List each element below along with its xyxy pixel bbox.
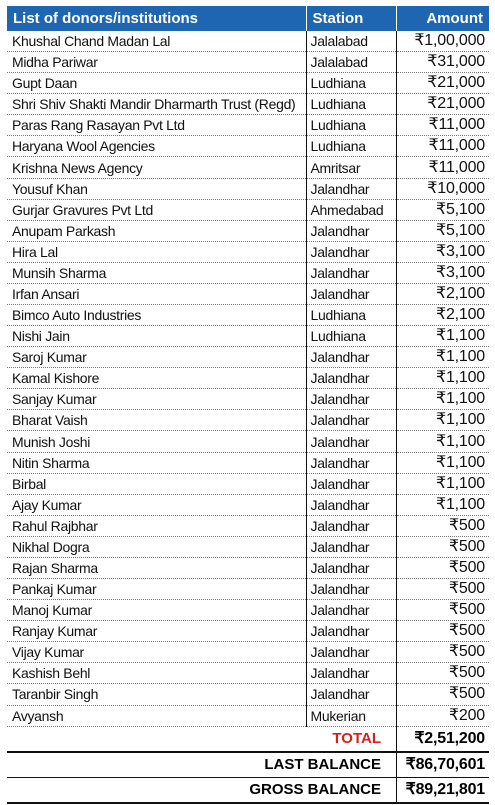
table-row [7,115,489,136]
donor-name: Munish Joshi [7,431,306,452]
table-row [7,452,489,473]
table-row [7,347,489,368]
donor-station: Ludhiana [306,94,396,115]
donor-amount: ₹21,000 [396,94,489,115]
donor-amount: ₹10,000 [396,178,489,199]
donor-amount: ₹1,100 [396,473,489,494]
donor-amount: ₹1,100 [396,410,489,431]
table-header-row [7,6,489,31]
last-balance-row [7,753,489,777]
donor-amount: ₹11,000 [396,136,489,157]
donor-amount: ₹1,100 [396,452,489,473]
donor-rows [7,31,489,726]
total-value: ₹2,51,200 [414,730,485,747]
donor-station: Jalandhar [306,579,396,600]
gross-balance-label: GROSS BALANCE [249,781,381,798]
donor-name: Midha Pariwar [7,52,306,73]
donor-station: Jalalabad [306,31,396,52]
donor-amount: ₹11,000 [396,157,489,178]
donor-amount: ₹500 [396,600,489,621]
table-row [7,494,489,515]
donor-name: Gurjar Gravures Pvt Ltd [7,199,306,220]
donor-amount: ₹1,00,000 [396,31,489,52]
donor-amount: ₹11,000 [396,115,489,136]
donor-station: Jalandhar [306,220,396,241]
donor-station: Jalandhar [306,368,396,389]
donor-amount: ₹500 [396,536,489,557]
donor-station: Jalandhar [306,431,396,452]
table-row [7,389,489,410]
total-row [7,727,489,751]
donor-amount: ₹500 [396,579,489,600]
donor-station: Ludhiana [306,73,396,94]
header-donors: List of donors/institutions [7,6,306,31]
donor-name: Haryana Wool Agencies [7,136,306,157]
donor-amount: ₹500 [396,684,489,705]
donor-station: Ludhiana [306,305,396,326]
donor-station: Jalandhar [306,283,396,304]
total-label: TOTAL [332,730,381,747]
donor-name: Manoj Kumar [7,600,306,621]
donor-station: Jalandhar [306,642,396,663]
donor-name: Kamal Kishore [7,368,306,389]
donor-amount: ₹5,100 [396,220,489,241]
donor-amount: ₹1,100 [396,368,489,389]
donor-name: Bimco Auto Industries [7,305,306,326]
donor-station: Jalandhar [306,684,396,705]
donor-name: Avyansh [7,705,306,726]
donor-station: Ludhiana [306,326,396,347]
donor-name: Ranjay Kumar [7,621,306,642]
donor-amount: ₹3,100 [396,262,489,283]
donor-station: Jalandhar [306,494,396,515]
table-row [7,199,489,220]
donor-amount: ₹200 [396,705,489,726]
donor-station: Jalandhar [306,536,396,557]
donor-station: Jalandhar [306,473,396,494]
table-row [7,579,489,600]
donor-amount: ₹500 [396,642,489,663]
donor-name: Taranbir Singh [7,684,306,705]
table-row [7,262,489,283]
donor-name: Nitin Sharma [7,452,306,473]
donor-name: Gupt Daan [7,73,306,94]
donor-name: Munsih Sharma [7,262,306,283]
table-row [7,600,489,621]
donor-name: Vijay Kumar [7,642,306,663]
donor-amount: ₹1,100 [396,347,489,368]
header-station: Station [306,6,396,31]
table-row [7,305,489,326]
table-row [7,52,489,73]
header-amount: Amount [396,6,489,31]
donor-amount: ₹5,100 [396,199,489,220]
donor-station: Jalandhar [306,347,396,368]
table-row [7,136,489,157]
donor-name: Shri Shiv Shakti Mandir Dharmarth Trust (Regd) [7,94,306,115]
donor-amount: ₹21,000 [396,73,489,94]
donor-amount: ₹500 [396,621,489,642]
donor-station: Jalandhar [306,600,396,621]
table-row [7,473,489,494]
donor-name: Sanjay Kumar [7,389,306,410]
table-row [7,73,489,94]
table-row [7,94,489,115]
donor-station: Jalalabad [306,52,396,73]
donor-station: Jalandhar [306,262,396,283]
donor-station: Jalandhar [306,557,396,578]
table-row [7,684,489,705]
donor-name: Kashish Behl [7,663,306,684]
table-row [7,536,489,557]
donor-station: Mukerian [306,705,396,726]
last-balance-label: LAST BALANCE [264,756,381,773]
table-row [7,557,489,578]
donor-station: Jalandhar [306,241,396,262]
donor-name: Anupam Parkash [7,220,306,241]
donor-name: Hira Lal [7,241,306,262]
donor-station: Jalandhar [306,515,396,536]
table-row [7,663,489,684]
donor-name: Rajan Sharma [7,557,306,578]
donor-name: Pankaj Kumar [7,579,306,600]
donors-table [7,6,489,727]
donor-amount: ₹1,100 [396,431,489,452]
donor-name: Nikhal Dogra [7,536,306,557]
donor-name: Bharat Vaish [7,410,306,431]
donor-name: Nishi Jain [7,326,306,347]
donor-station: Jalandhar [306,452,396,473]
donor-name: Yousuf Khan [7,178,306,199]
table-row [7,368,489,389]
donor-station: Jalandhar [306,663,396,684]
donor-name: Khushal Chand Madan Lal [7,31,306,52]
donor-station: Ahmedabad [306,199,396,220]
donor-amount: ₹500 [396,515,489,536]
donor-name: Rahul Rajbhar [7,515,306,536]
donor-station: Jalandhar [306,621,396,642]
table-row [7,220,489,241]
donor-amount: ₹2,100 [396,305,489,326]
donor-amount: ₹500 [396,663,489,684]
donor-amount: ₹31,000 [396,52,489,73]
donor-amount: ₹1,100 [396,494,489,515]
table-row [7,705,489,726]
donor-station: Jalandhar [306,410,396,431]
table-row [7,157,489,178]
table-row [7,31,489,52]
donor-name: Ajay Kumar [7,494,306,515]
last-balance-value: ₹86,70,601 [405,756,485,773]
donor-name: Paras Rang Rasayan Pvt Ltd [7,115,306,136]
donor-station: Amritsar [306,157,396,178]
donor-amount: ₹3,100 [396,241,489,262]
table-row [7,410,489,431]
table-row [7,621,489,642]
donor-name: Krishna News Agency [7,157,306,178]
table-row [7,283,489,304]
donor-name: Birbal [7,473,306,494]
gross-balance-value: ₹89,21,801 [405,781,485,798]
donor-amount: ₹500 [396,557,489,578]
donor-station: Jalandhar [306,389,396,410]
table-row [7,431,489,452]
table-row [7,515,489,536]
table-row [7,178,489,199]
table-row [7,241,489,262]
summary-block [7,727,489,804]
donor-amount: ₹1,100 [396,389,489,410]
donor-amount: ₹2,100 [396,283,489,304]
table-row [7,642,489,663]
donor-name: Irfan Ansari [7,283,306,304]
donor-station: Ludhiana [306,136,396,157]
gross-balance-row [7,778,489,802]
table-row [7,326,489,347]
donor-name: Saroj Kumar [7,347,306,368]
donor-station: Ludhiana [306,115,396,136]
donor-station: Jalandhar [306,178,396,199]
donor-amount: ₹1,100 [396,326,489,347]
